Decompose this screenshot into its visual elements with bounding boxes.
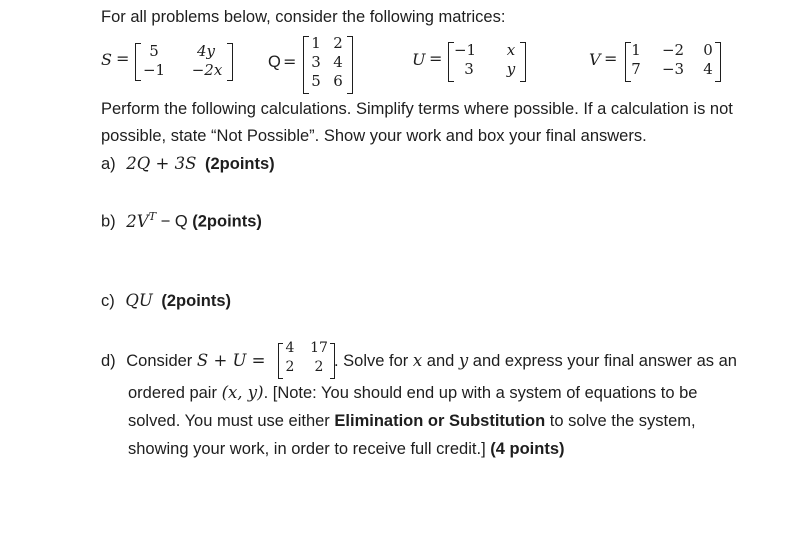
- matrix-u-cell: y: [506, 60, 516, 78]
- matrix-u-cell: −1: [453, 41, 477, 59]
- problem-d-line-1-rest: [334, 351, 737, 371]
- matrix-v: [589, 36, 739, 86]
- problem-b: [101, 210, 262, 232]
- matrix-u-name: U: [412, 50, 426, 69]
- problem-d-pair: (x, y): [221, 383, 264, 402]
- matrix-u: [412, 36, 542, 86]
- problem-d-label: d): [101, 352, 116, 370]
- matrix-s-cell: −1: [142, 61, 166, 79]
- matrix-q: [268, 33, 378, 97]
- problem-d-line-3-post: to solve the system,: [545, 412, 696, 430]
- problem-d-matrix-cell: 2: [285, 359, 295, 375]
- problem-d-after-matrix: . Solve for: [334, 352, 413, 370]
- problem-d-expression: S + U =: [196, 351, 266, 370]
- instructions-line-2: possible, state “Not Possible”. Show your work and box your final answers.: [101, 127, 647, 145]
- problem-d-line-4: [128, 440, 565, 459]
- problem-b-points: (2points): [192, 212, 262, 231]
- matrix-u-cell: 3: [464, 60, 474, 78]
- problem-d-line-1: [101, 351, 266, 371]
- problem-b-expression-rest: − Q: [156, 212, 193, 231]
- problem-d-matrix-cell: 17: [310, 340, 328, 356]
- matrix-v-cell: 4: [703, 60, 713, 78]
- instructions-line-1: Perform the following calculations. Simplify terms where possible. If a calculation is not: [101, 100, 733, 118]
- matrix-s: [101, 36, 241, 86]
- matrix-q-cell: 3: [311, 53, 321, 71]
- problem-c-expression: QU: [125, 291, 153, 310]
- problem-d-line-3: [128, 412, 696, 431]
- problem-d-matrix: [278, 340, 342, 382]
- problem-d-matrix-cell: 4: [285, 340, 295, 356]
- problem-d-var-y: y: [458, 351, 469, 370]
- matrix-s-equals: =: [116, 49, 130, 68]
- problem-d-prefix: Consider: [126, 352, 197, 370]
- matrix-q-cell: 6: [333, 72, 343, 90]
- matrix-q-cell: 2: [333, 34, 343, 52]
- problem-d-line-4-pre: showing your work, in order to receive full credit.]: [128, 440, 491, 458]
- intro-text: For all problems below, consider the following matrices:: [101, 8, 506, 26]
- problem-c-points: (2points): [161, 292, 232, 310]
- matrix-s-right-bracket: [227, 43, 233, 81]
- problem-d-line-2-pre: ordered pair: [128, 384, 222, 402]
- problem-a-label: a): [101, 155, 116, 173]
- problem-a: [101, 154, 275, 174]
- problem-b-expression: 2V: [126, 211, 149, 231]
- matrix-s-cell: 4y: [196, 42, 216, 60]
- matrix-s-cell: −2x: [191, 61, 223, 79]
- matrix-s-name: S: [101, 50, 112, 69]
- problem-c-label: c): [101, 292, 115, 310]
- matrix-s-cell: 5: [149, 42, 159, 60]
- matrix-q-cell: 1: [311, 34, 321, 52]
- matrix-u-right-bracket: [520, 42, 526, 82]
- matrix-u-equals: =: [429, 49, 443, 68]
- matrix-q-cell: 4: [333, 53, 343, 71]
- problem-a-points: (2points): [205, 155, 275, 173]
- problem-d-rest-1: and express your final answer as an: [468, 352, 737, 370]
- problem-d-line-2: [128, 383, 697, 403]
- problem-a-expression: 2Q + 3S: [126, 154, 197, 173]
- problem-d-matrix-cell: 2: [314, 359, 324, 375]
- matrix-v-cell: 7: [631, 60, 641, 78]
- matrix-u-cell: x: [506, 41, 516, 59]
- problem-d-method: Elimination or Substitution: [334, 412, 546, 430]
- matrix-v-right-bracket: [715, 42, 721, 82]
- problem-d-points: (4 points): [490, 440, 565, 458]
- problem-d-line-2-post: . [Note: You should end up with a system of equations to be: [263, 384, 698, 402]
- matrix-v-cell: −3: [661, 60, 685, 78]
- matrix-v-cell: 0: [703, 41, 713, 59]
- problem-d-and: and: [422, 352, 459, 370]
- problem-d-var-x: x: [412, 351, 423, 370]
- problem-b-label: b): [101, 212, 116, 231]
- matrix-v-equals: =: [604, 49, 618, 68]
- problem-c: [101, 291, 231, 311]
- matrix-q-equals: =: [283, 52, 297, 71]
- problem-b-transpose: T: [148, 210, 157, 223]
- matrix-q-name: Q: [268, 53, 281, 71]
- matrix-v-name: V: [589, 50, 601, 69]
- matrix-v-cell: −2: [661, 41, 685, 59]
- matrix-q-right-bracket: [347, 36, 353, 94]
- problem-d-line-3-pre: solved. You must use either: [128, 412, 335, 430]
- matrix-v-cell: 1: [631, 41, 641, 59]
- matrix-q-cell: 5: [311, 72, 321, 90]
